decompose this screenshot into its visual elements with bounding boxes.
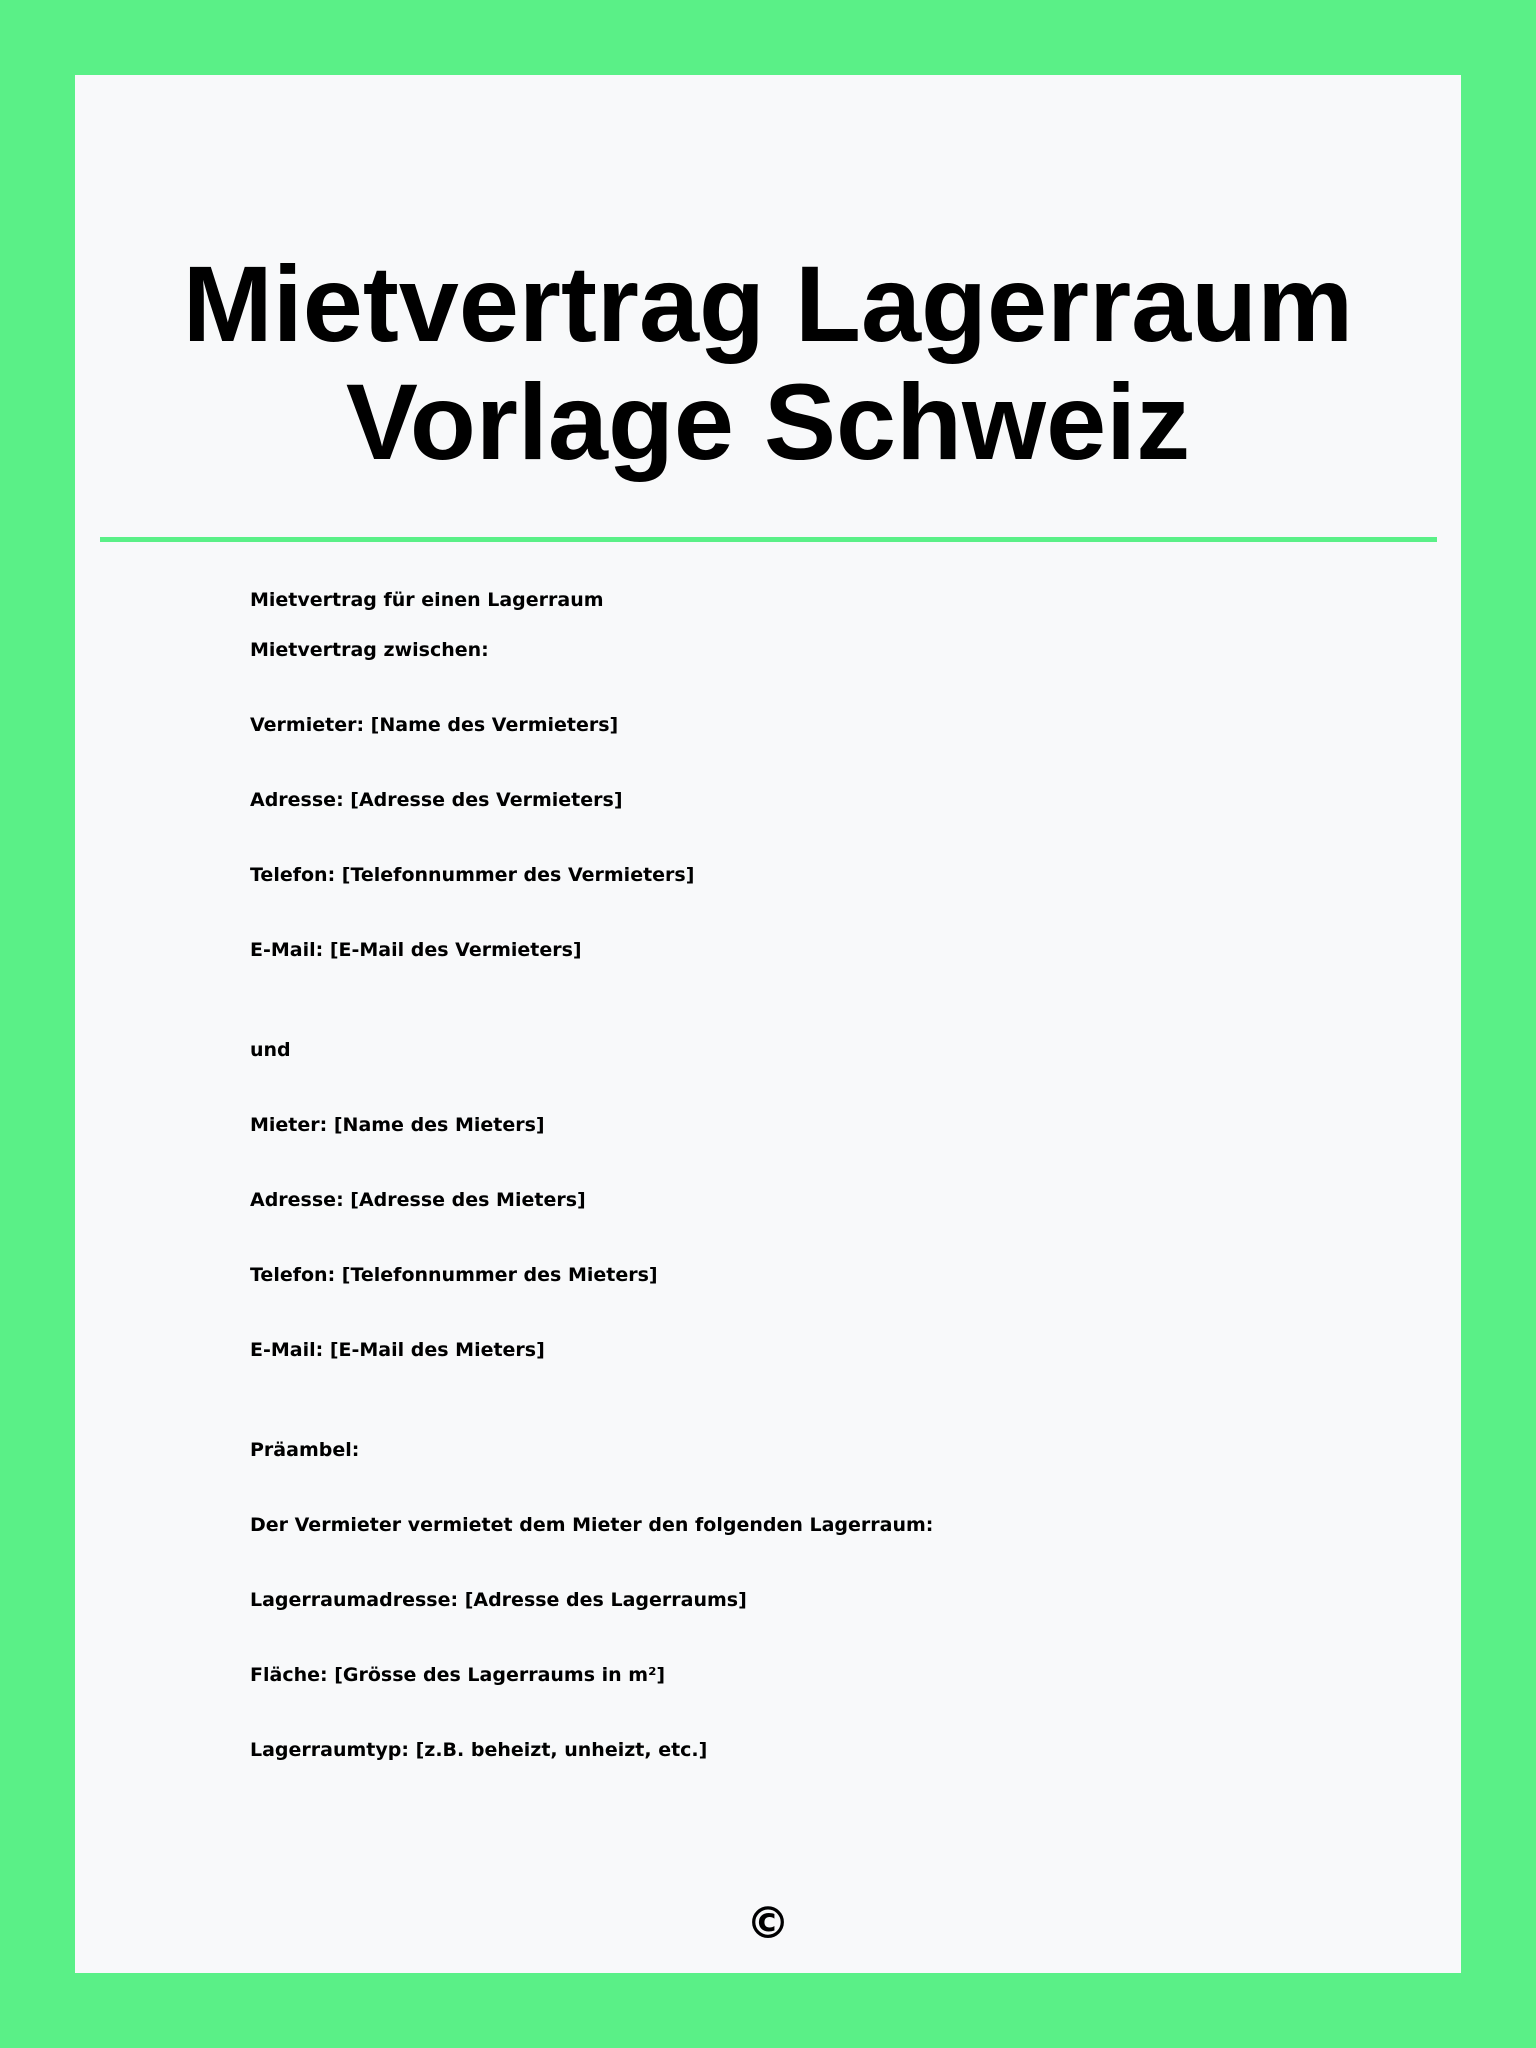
tenant-address: Adresse: [Adresse des Mieters] <box>250 1189 586 1211</box>
landlord-email: E-Mail: [E-Mail des Vermieters] <box>250 939 582 961</box>
preamble-heading: Präambel: <box>250 1439 360 1461</box>
and-separator: und <box>250 1039 291 1061</box>
document-page <box>75 75 1461 1973</box>
tenant-name: Mieter: [Name des Mieters] <box>250 1114 545 1136</box>
tenant-email: E-Mail: [E-Mail des Mieters] <box>250 1339 545 1361</box>
contract-heading: Mietvertrag für einen Lagerraum <box>250 589 604 611</box>
copyright-icon: © <box>746 1898 790 1949</box>
contract-between-label: Mietvertrag zwischen: <box>250 639 489 661</box>
storage-area: Fläche: [Grösse des Lagerraums in m²] <box>250 1664 666 1686</box>
tenant-phone: Telefon: [Telefonnummer des Mieters] <box>250 1264 658 1286</box>
preamble-text: Der Vermieter vermietet dem Mieter den folgenden Lagerraum: <box>250 1514 934 1536</box>
landlord-phone: Telefon: [Telefonnummer des Vermieters] <box>250 864 695 886</box>
document-title <box>75 245 1461 481</box>
storage-address: Lagerraumadresse: [Adresse des Lagerraums] <box>250 1589 747 1611</box>
landlord-name: Vermieter: [Name des Vermieters] <box>250 714 619 736</box>
landlord-address: Adresse: [Adresse des Vermieters] <box>250 789 623 811</box>
title-divider <box>100 537 1437 542</box>
storage-type: Lagerraumtyp: [z.B. beheizt, unheizt, etc.] <box>250 1739 708 1761</box>
document-title-line-2: Vorlage Schweiz <box>345 361 1191 482</box>
document-title-line-1: Mietvertrag Lagerraum <box>182 243 1354 364</box>
